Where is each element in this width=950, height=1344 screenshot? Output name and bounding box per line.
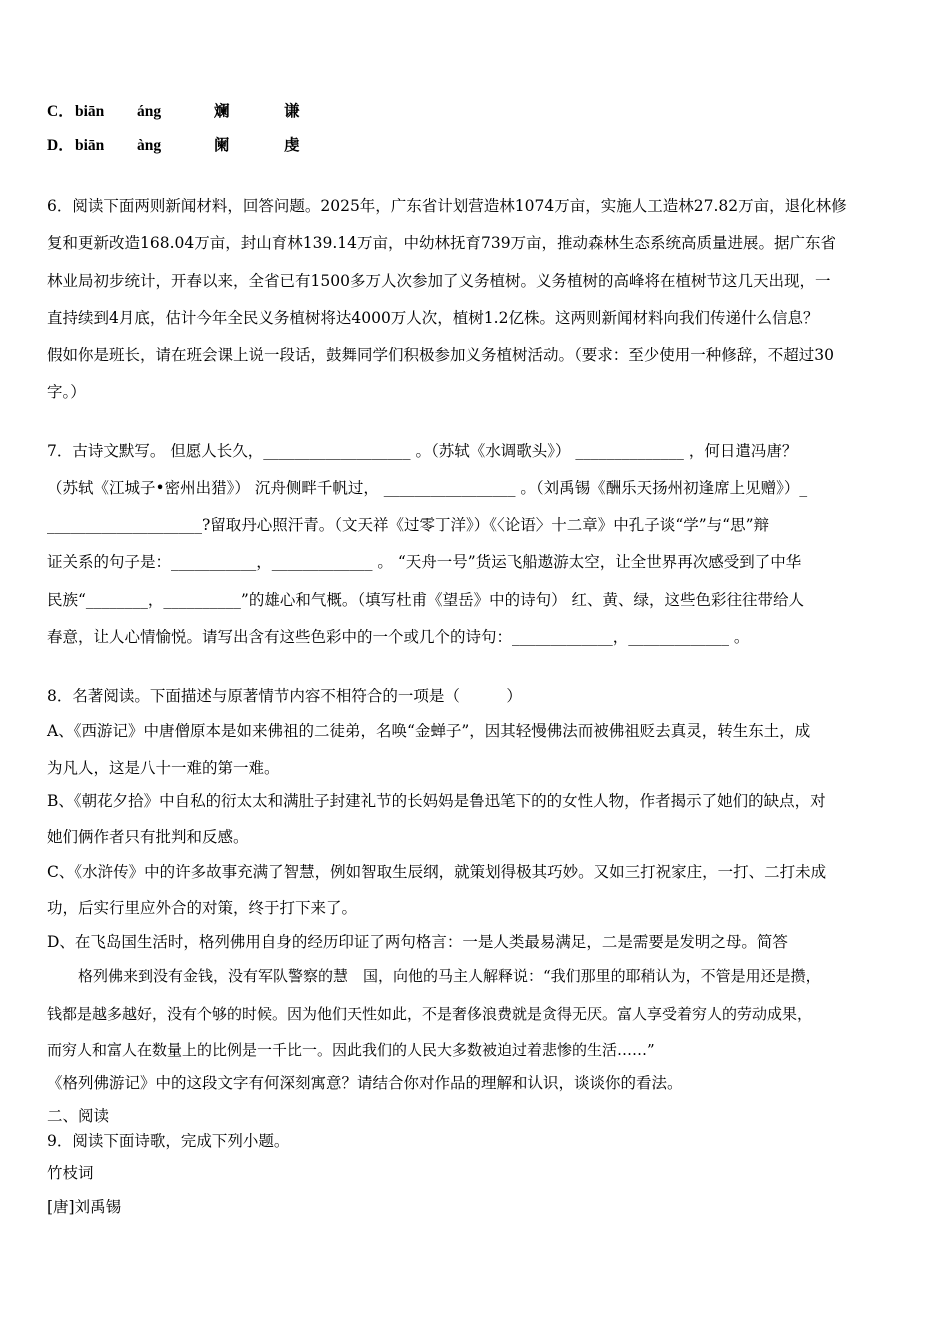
option-c bbox=[47, 102, 300, 122]
q7-line: 证关系的句子是：___________，_____________ 。 “天舟一号”货运飞船遨游太空，让全世界再次感受到了中华 bbox=[47, 553, 802, 571]
q8-line: 功，后实行里应外合的对策，终于打下来了。 bbox=[47, 899, 358, 917]
q7-line: （苏轼《江城子•密州出猎》） 沉舟侧畔千帆过， _________________ 。（刘禹锡《酬乐天扬州初逢席上见赠》）_ bbox=[47, 479, 808, 497]
option-letter: C． bbox=[47, 103, 74, 120]
option-pinyin-1: biān bbox=[75, 137, 105, 154]
option-d bbox=[47, 136, 300, 156]
q8-option-d: D、在飞岛国生活时，格列佛用自身的经历印证了两句格言：一是人类最易满足，二是需要是发明之母。简答 bbox=[47, 933, 788, 951]
q8-option-c: C、《水浒传》中的许多故事充满了智慧，例如智取生辰纲，就策划得极其巧妙。又如三打祝家庄，一打、二打未成 bbox=[47, 863, 827, 881]
q8-line: 为凡人，这是八十一难的第一难。 bbox=[47, 759, 280, 777]
option-pinyin-1: biān bbox=[75, 103, 105, 120]
option-pinyin-2: àng bbox=[137, 137, 162, 154]
option-pinyin-2: áng bbox=[137, 103, 162, 120]
q8-line: 8．名著阅读。下面描述与原著情节内容不相符合的一项是（ ） bbox=[47, 687, 522, 705]
q8-option-a: A、《西游记》中唐僧原本是如来佛祖的二徒弟，名唤“金蝉子”，因其轻慢佛法而被佛祖贬去真灵，转生东土，成 bbox=[47, 722, 811, 740]
poem-author: [唐]刘禹锡 bbox=[47, 1198, 122, 1216]
option-char-1: 斓 bbox=[214, 103, 230, 120]
option-letter: D． bbox=[47, 137, 74, 154]
q6-line: 林业局初步统计，开春以来，全省已有1500多万人次参加了义务植树。义务植树的高峰将在植树节这几天出现，一 bbox=[47, 272, 831, 290]
quote-line: 而穷人和富人在数量上的比例是一千比一。因此我们的人民大多数被迫过着悲惨的生活……” bbox=[47, 1041, 655, 1059]
q6-line: 复和更新改造168.04万亩，封山育林139.14万亩，中幼林抚育739万亩，推动森林生态系统高质量进展。据广东省 bbox=[47, 234, 837, 252]
q6-line: 6．阅读下面两则新闻材料，回答问题。2025年，广东省计划营造林1074万亩，实施人工造林27.82万亩，退化林修 bbox=[47, 197, 847, 215]
q6-line: 字。） bbox=[47, 383, 86, 401]
q6-line: 假如你是班长，请在班会课上说一段话，鼓舞同学们积极参加义务植树活动。（要求：至少使用一种修辞，不超过30 bbox=[47, 346, 834, 364]
q9-prompt: 9．阅读下面诗歌，完成下列小题。 bbox=[47, 1132, 290, 1150]
section-heading: 二、阅读 bbox=[47, 1107, 110, 1125]
option-char-1: 阑 bbox=[214, 137, 230, 154]
q8-line: 她们俩作者只有批判和反感。 bbox=[47, 828, 249, 846]
q8-option-b: B、《朝花夕拾》中自私的衍太太和满肚子封建礼节的长妈妈是鲁迅笔下的的女性人物，作者揭示了她们的缺点，对 bbox=[47, 792, 826, 810]
quote-line: 格列佛来到没有金钱，没有军队警察的慧 国，向他的马主人解释说：“我们那里的耶稍认为，不管是用还是攒， bbox=[78, 967, 821, 985]
option-char-2: 虔 bbox=[284, 137, 300, 154]
q7-line: ____________________?留取丹心照汗青。（文天祥《过零丁洋》）《〈论语〉十二章》中孔子谈“学”与“思”辩 bbox=[47, 516, 770, 534]
poem-title: 竹枝词 bbox=[47, 1164, 94, 1182]
q7-line: 民族“________，__________”的雄心和气概。（填写杜甫《望岳》中的诗句） 红、黄、绿，这些色彩往往带给人 bbox=[47, 591, 805, 609]
option-char-2: 谦 bbox=[284, 103, 300, 120]
q7-line: 7．古诗文默写。 但愿人长久，___________________ 。（苏轼《水调歌头》） ______________ ，何日遣冯唐？ bbox=[47, 442, 798, 460]
quote-line: 钱都是越多越好，没有个够的时候。因为他们天性如此，不是奢侈浪费就是贪得无厌。富人享受着穷人的劳动成果， bbox=[47, 1005, 813, 1023]
q7-line: 春意，让人心情愉悦。请写出含有这些色彩中的一个或几个的诗句：_____________，_____________ 。 bbox=[47, 628, 750, 646]
q6-line: 直持续到4月底，估计今年全民义务植树将达4000万人次，植树1.2亿株。这两则新闻材料向我们传递什么信息？ bbox=[47, 309, 819, 327]
q8-question: 《格列佛游记》中的这段文字有何深刻寓意？请结合你对作品的理解和认识，谈谈你的看法。 bbox=[47, 1074, 683, 1092]
